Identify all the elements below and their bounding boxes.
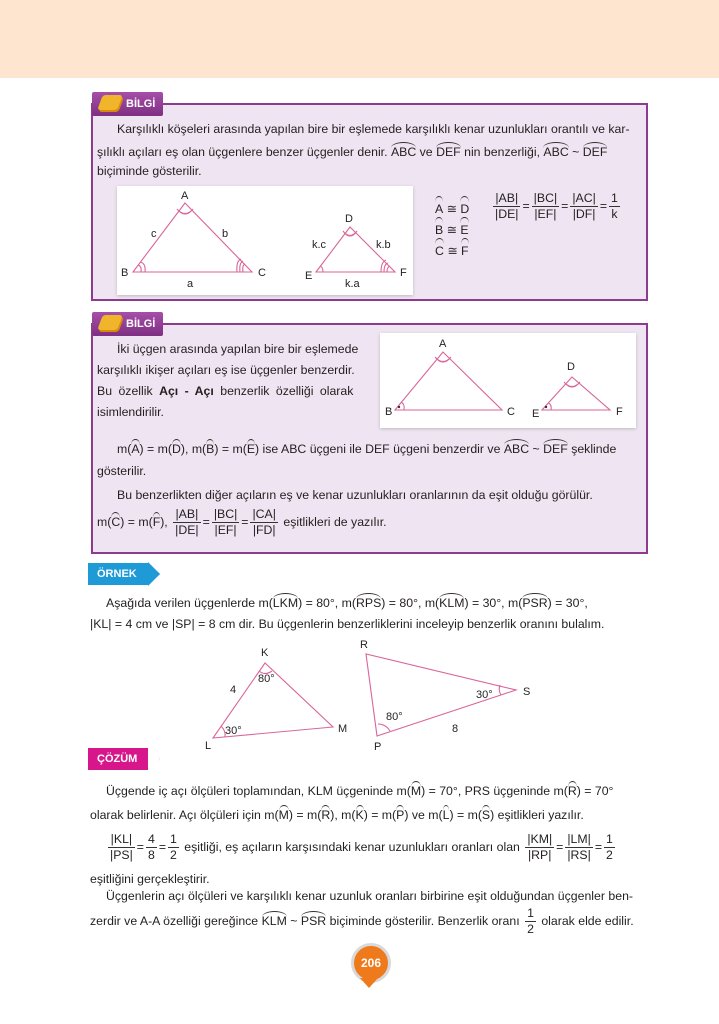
text-segment: |DE| — [495, 207, 519, 221]
text-segment: DEF — [436, 145, 461, 159]
info-tag-1 — [92, 92, 163, 116]
text-segment: PSR — [300, 913, 327, 928]
text-segment: a — [187, 278, 194, 290]
text-segment: ≅ — [447, 244, 458, 258]
side-ratio-equation — [491, 191, 622, 222]
text-segment: P — [396, 808, 405, 822]
text-segment: Aşağıda verilen üçgenlerde m( — [106, 596, 273, 610]
text-segment: F — [461, 241, 469, 262]
text-segment: |LM| — [567, 832, 591, 846]
text-segment: |RP| — [527, 848, 552, 862]
text-segment: ABC — [390, 145, 417, 159]
solution-badge — [88, 748, 148, 770]
text-segment: K — [261, 647, 269, 659]
text-segment: PSR — [522, 596, 548, 610]
text-segment: olarak belirlenir. Açı ölçüleri için m( — [90, 808, 279, 822]
angle-congruences — [435, 199, 469, 262]
text-segment: B — [435, 220, 443, 241]
book-icon — [97, 315, 122, 330]
book-icon — [97, 95, 122, 110]
solution-line3: $\frac{|KL|}{|PS|}$ = $\frac{4}{8}$ = $\frac{1}{2}$ eşitliği, eş açıların karşısındaki kenar uzunlukları oranları olan $\frac{|KM|}{|RP|}$ = $\frac{|LM|}{|RS|}$ = $\frac{1}{2}$ — [110, 832, 613, 862]
text-segment: 4 — [147, 832, 155, 846]
text-segment: ) = 80°, m( — [298, 596, 356, 610]
text-segment: |AB| — [493, 191, 520, 207]
text-segment: R — [360, 640, 368, 651]
text-segment: C — [111, 514, 121, 529]
text-segment: F — [152, 514, 161, 529]
text-segment: 30° — [476, 689, 493, 701]
text-segment: S — [481, 808, 491, 822]
text-segment: E — [305, 270, 313, 282]
text-segment: L — [442, 808, 450, 822]
text-segment: B — [385, 406, 393, 418]
text-segment: F — [400, 267, 407, 279]
text-segment: B — [206, 442, 215, 456]
text-segment: ) = 30°, — [547, 596, 588, 610]
text-segment: Bu özellik — [97, 384, 153, 398]
solution-line4: eşitliğini gerçekleştirir. — [90, 872, 210, 886]
tag-label: BİLGİ — [126, 98, 156, 110]
text-segment: zerdir ve A-A özelliği gereğince — [90, 913, 259, 928]
text-segment: 8 — [147, 848, 155, 862]
text-segment: |AC| — [572, 191, 596, 205]
text-segment: ) eşitlikleri yazılır. — [490, 808, 584, 822]
text-segment: A — [131, 442, 140, 456]
text-segment: ~ — [572, 145, 580, 159]
text-segment: Üçgende iç açı ölçüleri toplamından, KLM üçgeninde m( — [106, 784, 411, 798]
text-segment: 1 — [527, 906, 534, 920]
text-segment: ) = m( — [363, 808, 397, 822]
text-segment: |DE| — [175, 523, 199, 537]
info2-line3 — [97, 384, 353, 398]
text-segment: A — [435, 199, 443, 220]
text-segment: m( — [97, 514, 112, 529]
info2-line8: m(C) = m(F), $\frac{|AB|}{|DE|}$ = $\frac{|BC|}{|EF|}$ = $\frac{|CA|}{|FD|}$ eşitlikleri de yazılır. — [97, 507, 387, 537]
tag-label: BİLGİ — [126, 318, 156, 330]
text-segment: ) = m( — [139, 442, 172, 456]
text-segment: 80° — [386, 711, 403, 723]
triangle-prs — [366, 654, 516, 736]
text-segment: ) = m( — [120, 514, 153, 529]
text-segment: ≅ — [446, 202, 457, 216]
text-segment: P — [374, 741, 382, 753]
text-segment: |EF| — [534, 207, 557, 221]
text-segment: |FD| — [252, 523, 276, 537]
example-line1 — [106, 596, 588, 610]
text-segment: |KM| — [527, 832, 553, 846]
info2-line4: isimlendirilir. — [97, 405, 164, 419]
text-segment: ÖRNEK — [97, 568, 137, 580]
text-segment: |CA| — [252, 507, 276, 521]
text-segment: M — [410, 784, 422, 798]
text-segment: 30° — [225, 725, 242, 737]
text-segment: E — [246, 442, 256, 456]
text-segment: D — [172, 442, 181, 456]
text-segment: D — [345, 213, 353, 225]
text-segment: R — [567, 784, 577, 798]
text-segment: k — [611, 207, 618, 221]
text-segment: şeklinde — [571, 442, 617, 456]
info2-line5 — [117, 442, 616, 456]
solution-line5: Üçgenlerin açı ölçüleri ve karşılıklı kenar uzunluk oranları birbirine eşit olduğundan üçgenler ben- — [106, 889, 634, 903]
text-segment: |EF| — [214, 523, 237, 537]
info2-line2: karşılıklı ikişer açıları eş ise üçgenler benzerdir. — [97, 363, 355, 377]
text-segment: ) = 70°, PRS üçgeninde m( — [421, 784, 568, 798]
info1-line3: biçiminde gösterilir. — [97, 164, 202, 178]
text-segment: 1 — [611, 191, 618, 205]
text-segment: Açı - Açı — [159, 384, 214, 398]
text-segment: ABC — [503, 442, 530, 456]
page-number: 206 — [351, 943, 391, 983]
info2-line7: Bu benzerlikten diğer açıların eş ve kenar uzunlukları oranlarının da eşit olduğu görülür. — [117, 488, 593, 502]
text-segment: = — [522, 198, 530, 213]
text-segment: R — [321, 808, 331, 822]
text-segment: 80° — [258, 673, 275, 685]
solution-line6 — [90, 906, 634, 937]
text-segment: k.b — [376, 239, 391, 251]
text-segment: K — [355, 808, 364, 822]
text-segment: ) = 80°, m( — [381, 596, 440, 610]
text-segment: |DF| — [572, 207, 596, 221]
text-segment: ) = 30°, m( — [464, 596, 523, 610]
text-segment: 4 — [230, 684, 237, 696]
text-segment: eşitliği, eş açıların karşısındaki kenar uzunlukları oranları olan — [184, 839, 520, 854]
text-segment: ), m( — [180, 442, 207, 456]
text-segment: ABC — [543, 145, 569, 159]
text-segment: benzerlik özelliği olarak — [220, 384, 354, 398]
text-segment: ) = m( — [214, 442, 247, 456]
text-segment: ve — [419, 145, 433, 159]
text-segment: ) ise ABC üçgeni ile DEF üçgeni benzerdir ve — [255, 442, 501, 456]
text-segment: k.c — [312, 239, 327, 251]
text-segment: |KL| — [108, 832, 135, 848]
text-segment: eşitlikleri de yazılır. — [283, 514, 387, 529]
text-segment: M — [338, 723, 348, 735]
text-segment: = — [599, 198, 608, 213]
text-segment: D — [567, 361, 575, 373]
example-triangles-figure — [200, 640, 540, 756]
text-segment: nin benzerliği, — [464, 145, 540, 159]
text-segment: KLM — [439, 596, 465, 610]
info2-line6: gösterilir. — [97, 464, 147, 478]
text-segment: M — [278, 808, 289, 822]
text-segment: L — [205, 740, 212, 752]
text-segment: ≅ — [446, 223, 457, 237]
text-segment: k.a — [345, 278, 360, 290]
text-segment: |BC| — [213, 507, 238, 521]
text-segment: F — [616, 406, 623, 418]
text-segment: C — [507, 406, 515, 418]
text-segment: A — [181, 190, 189, 202]
text-segment: LKM — [272, 596, 299, 610]
text-segment: olarak elde edilir. — [541, 913, 634, 928]
text-segment: b — [222, 228, 229, 240]
page-number-pointer — [360, 978, 378, 988]
text-segment: ), m( — [330, 808, 356, 822]
text-segment: 2 — [527, 922, 534, 936]
text-segment: ) = m( — [449, 808, 482, 822]
text-segment: 2 — [606, 848, 613, 862]
text-segment: |AB| — [173, 507, 200, 523]
solution-line2 — [90, 808, 584, 822]
text-segment: biçiminde gösterilir. Benzerlik oranı — [329, 913, 520, 928]
text-segment: ) = m( — [288, 808, 322, 822]
text-segment: C — [435, 241, 444, 262]
text-segment: |RS| — [567, 848, 591, 862]
text-segment: C — [258, 267, 266, 279]
info-tag-2 — [92, 312, 163, 336]
text-segment: şılıklı açıları eş olan üçgenlere benzer üçgenler denir. — [97, 145, 388, 159]
text-segment: D — [460, 199, 469, 220]
header-band — [0, 0, 719, 78]
example-badge — [88, 563, 148, 585]
text-segment: ) ve m( — [404, 808, 443, 822]
text-segment: A — [439, 338, 447, 350]
text-segment: |PS| — [110, 848, 133, 862]
text-segment: 2 — [170, 848, 177, 862]
info1-line2 — [97, 145, 607, 159]
text-segment: m( — [117, 442, 132, 456]
text-segment: B — [121, 267, 129, 279]
text-segment: c — [151, 228, 157, 240]
text-segment: E — [460, 220, 468, 241]
text-segment: DEF — [582, 145, 608, 159]
text-segment: 1 — [606, 832, 613, 846]
text-segment: ), — [160, 514, 168, 529]
example-line2: |KL| = 4 cm ve |SP| = 8 cm dir. Bu üçgenlerin benzerliklerini inceleyip benzerlik oranını bulalım. — [90, 617, 605, 631]
text-segment: |BC| — [533, 191, 558, 205]
text-segment: ~ — [290, 913, 298, 928]
text-segment: = — [561, 198, 569, 213]
similar-triangles-figure-2 — [380, 333, 636, 428]
text-segment: ) = 70° — [576, 784, 614, 798]
info2-line1: İki üçgen arasında yapılan bire bir eşlemede — [117, 342, 359, 356]
text-segment: E — [532, 408, 540, 420]
text-segment: 8 — [452, 723, 459, 735]
info1-line1: Karşılıklı köşeleri arasında yapılan bire bir eşlemede karşılıklı kenar uzunlukları orantılı ve kar- — [117, 122, 630, 136]
text-segment: 1 — [170, 832, 177, 846]
text-segment: ÇÖZÜM — [97, 753, 138, 765]
text-segment: RPS — [355, 596, 382, 610]
text-segment: DEF — [543, 442, 568, 456]
text-segment: KLM — [261, 913, 287, 928]
text-segment: ~ — [532, 442, 540, 456]
text-segment: S — [523, 686, 531, 698]
similar-triangles-figure-1 — [117, 186, 413, 295]
solution-line1 — [106, 784, 613, 798]
